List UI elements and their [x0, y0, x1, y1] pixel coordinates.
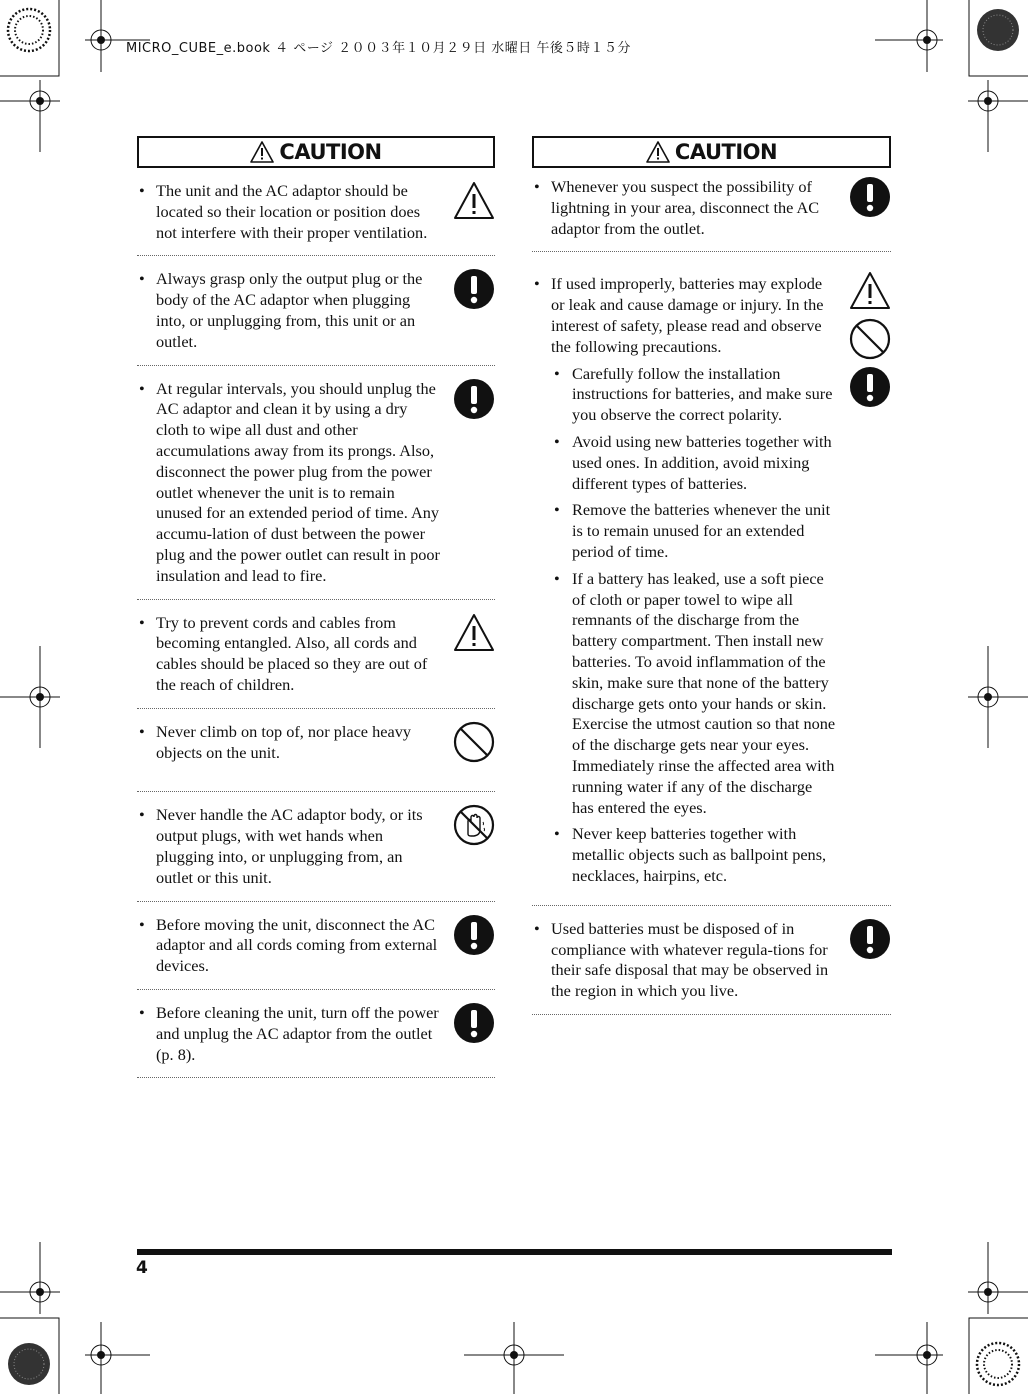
caution-item-text: • Whenever you suspect the possibility of lightning in your area, disconnect the AC adaptor from the outlet.	[532, 177, 837, 239]
caution-title: CAUTION	[674, 140, 778, 164]
caution-item	[137, 709, 495, 793]
battery-precaution: • Remove the batteries whenever the unit is to remain unused for an extended period of time.	[532, 500, 837, 562]
caution-item-text: • Before cleaning the unit, turn off the power and unplug the AC adaptor from the outlet (p. 8).	[137, 1003, 441, 1065]
caution-item	[532, 168, 891, 252]
caution-header	[532, 136, 891, 168]
warning-triangle-icon	[250, 141, 274, 163]
caution-item-text: • Always grasp only the output plug or the body of the AC adaptor when plugging into, or unplugging from, this unit or an outlet.	[137, 269, 441, 352]
prohibited-icon	[849, 318, 891, 360]
caution-item	[137, 902, 495, 990]
caution-item	[137, 990, 495, 1078]
mandatory-action-icon	[849, 176, 891, 218]
mandatory-action-icon	[453, 1002, 495, 1044]
battery-precaution: • If a battery has leaked, use a soft piece of cloth or paper towel to wipe all remnants of the discharge from the battery compartment. Then install new batteries. To avoid inflammation of the skin, make sure that none of the battery discharge gets onto your hands or skin. Exercise the utmost caution so that none of the discharge gets near your eyes. Immediately rinse the affected area with running water if any of the discharge has entered the eyes.	[532, 569, 837, 819]
caution-item	[137, 600, 495, 709]
footer-rule	[137, 1249, 892, 1255]
caution-item	[137, 168, 495, 256]
caution-item	[137, 792, 495, 901]
battery-precaution: • Avoid using new batteries together with used ones. In addition, avoid mixing different types of batteries.	[532, 432, 837, 494]
caution-item-text: • Try to prevent cords and cables from becoming entangled. Also, all cords and cables should be placed so they are out of the reach of children.	[137, 613, 441, 696]
mandatory-action-icon	[849, 366, 891, 408]
caution-item	[137, 366, 495, 600]
no-wet-hands-icon	[453, 804, 495, 846]
caution-item	[532, 252, 891, 905]
warning-triangle-icon	[849, 270, 891, 312]
caution-item	[137, 256, 495, 365]
mandatory-action-icon	[453, 914, 495, 956]
battery-precaution: • Never keep batteries together with metallic objects such as ballpoint pens, necklaces, hairpins, etc.	[532, 824, 837, 886]
caution-item-text: • Used batteries must be disposed of in compliance with whatever regula-tions for their safe disposal that may be observed in the region in which you live.	[532, 919, 837, 1002]
caution-item-text: • The unit and the AC adaptor should be located so their location or position does not interfere with their proper ventilation.	[137, 181, 441, 243]
prohibited-icon	[453, 721, 495, 763]
warning-triangle-icon	[453, 180, 495, 222]
caution-title: CAUTION	[279, 140, 382, 164]
battery-precaution: • Carefully follow the installation instructions for batteries, and make sure you observe the correct polarity.	[532, 364, 837, 426]
right-caution-column	[532, 136, 891, 1015]
caution-item-text: • Never climb on top of, nor place heavy objects on the unit.	[137, 722, 441, 764]
caution-item-text: • Never handle the AC adaptor body, or its output plugs, with wet hands when plugging into, or unplugging from, an outlet or this unit.	[137, 805, 441, 888]
caution-header	[137, 136, 495, 168]
warning-triangle-icon	[646, 141, 670, 163]
caution-item-text: • If used improperly, batteries may explode or leak and cause damage or injury. In the interest of safety, please read and observe the following precautions.	[532, 274, 837, 357]
page-number: 4	[136, 1258, 148, 1278]
caution-item-text: • At regular intervals, you should unplug the AC adaptor and clean it by using a dry cloth to wipe all dust and other accumulations away from its prongs. Also, disconnect the power plug from the power outlet whenever the unit is to remain unused for an extended period of time. Any accumu-lation of dust between the power plug and the power outlet can result in poor insulation and lead to fire.	[137, 379, 441, 587]
left-caution-column	[137, 136, 495, 1078]
warning-triangle-icon	[453, 612, 495, 654]
print-header: MICRO_CUBE_e.book ４ ページ ２００３年１０月２９日 水曜日 午後５時１５分	[126, 41, 631, 56]
caution-item-text: • Before moving the unit, disconnect the AC adaptor and all cords coming from external devices.	[137, 915, 441, 977]
mandatory-action-icon	[453, 378, 495, 420]
mandatory-action-icon	[849, 918, 891, 960]
mandatory-action-icon	[453, 268, 495, 310]
caution-item	[532, 906, 891, 1015]
battery-precautions-list	[532, 364, 891, 887]
